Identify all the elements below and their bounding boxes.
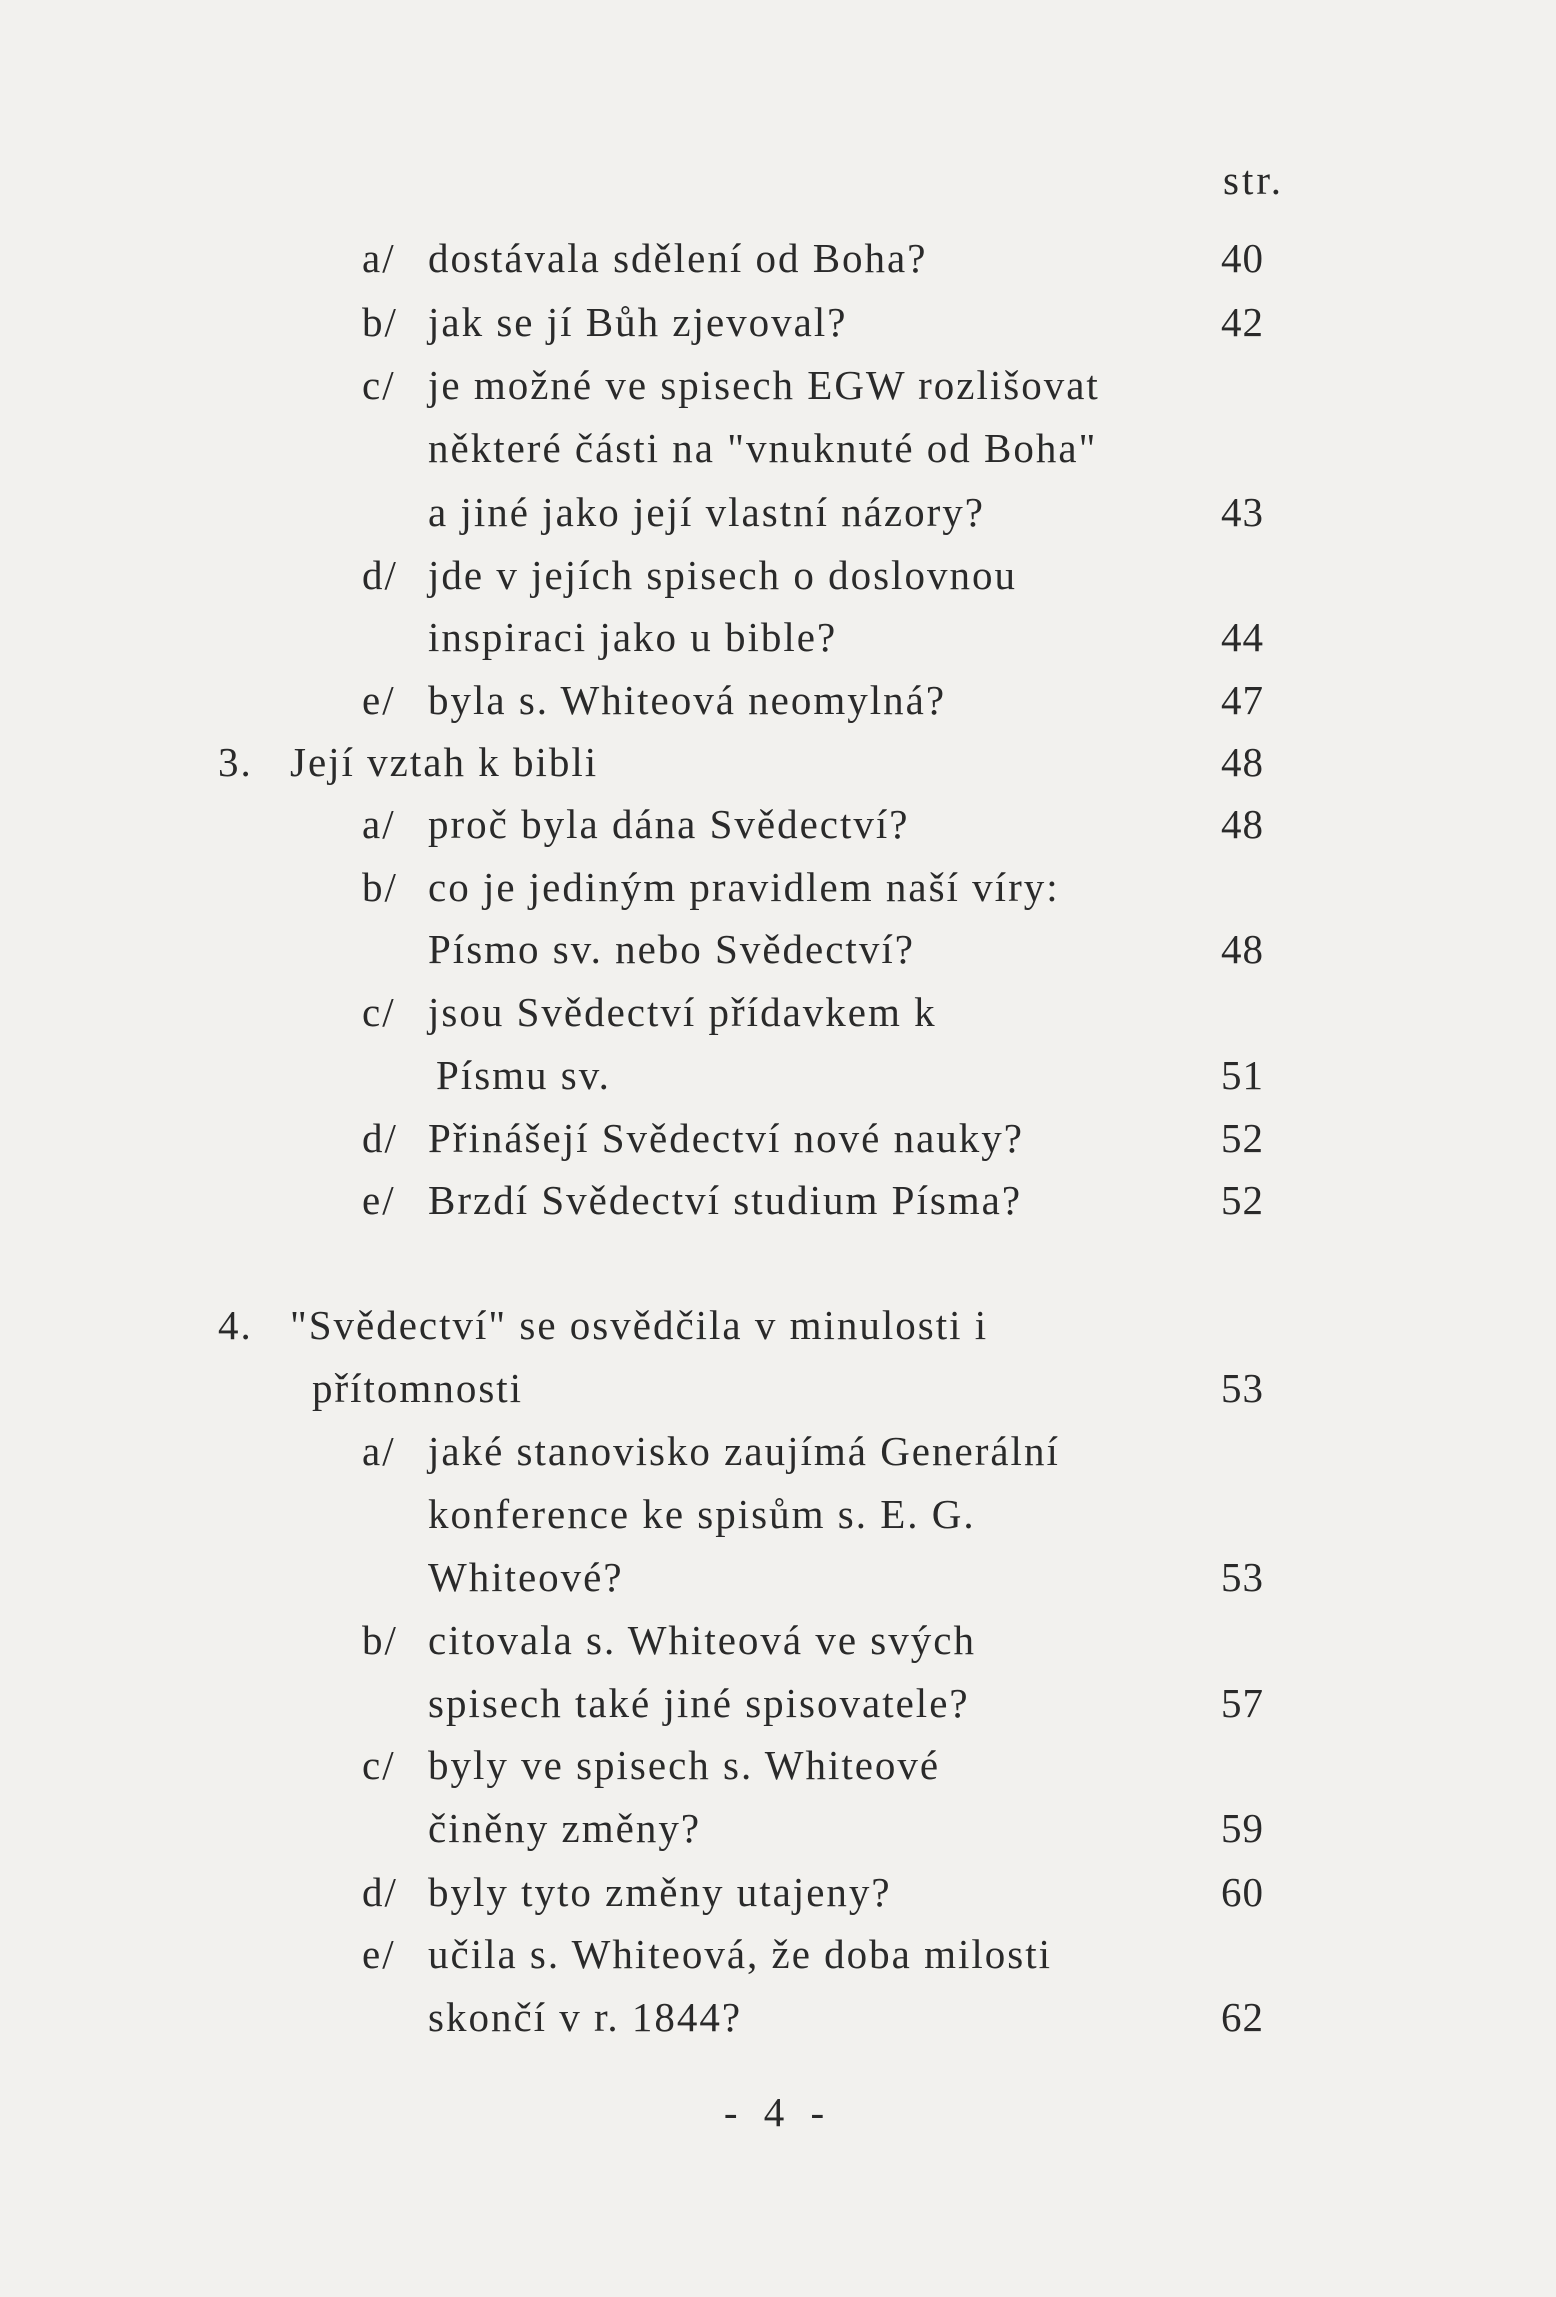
toc-entry-text: některé části na "vnuknuté od Boha" [428, 425, 1098, 471]
toc-entry-page-number: 52 [1221, 1177, 1264, 1223]
page-column-header: str. [1223, 157, 1284, 203]
toc-entry-marker: a/ [362, 1428, 396, 1474]
toc-entry-text: spisech také jiné spisovatele? [428, 1680, 970, 1726]
toc-entry-text: a jiné jako její vlastní názory? [428, 489, 985, 535]
toc-entry-marker: c/ [362, 989, 396, 1035]
toc-entry-text: Její vztah k bibli [290, 739, 599, 785]
toc-entry-marker: 3. [218, 739, 253, 785]
toc-entry-text: Písmo sv. nebo Svědectví? [428, 926, 915, 972]
toc-entry-text: byla s. Whiteová neomylná? [428, 677, 947, 723]
page-number-footer: - 4 - [723, 2089, 833, 2135]
toc-entry-marker: c/ [362, 362, 396, 408]
toc-entry-page-number: 47 [1221, 677, 1264, 723]
toc-entry-marker: 4. [218, 1302, 253, 1348]
toc-entry-text: co je jediným pravidlem naší víry: [428, 864, 1060, 910]
toc-entry-page-number: 52 [1221, 1115, 1264, 1161]
toc-entry-text: citovala s. Whiteová ve svých [428, 1617, 976, 1663]
toc-entry-marker: e/ [362, 1931, 396, 1977]
toc-entry-page-number: 62 [1221, 1994, 1264, 2040]
toc-entry-marker: d/ [362, 552, 398, 598]
toc-entry-text: skončí v r. 1844? [428, 1994, 743, 2040]
toc-entry-text: činěny změny? [428, 1805, 702, 1851]
toc-entry-text: jsou Svědectví přídavkem k [428, 989, 937, 1035]
toc-entry-text: byly tyto změny utajeny? [428, 1869, 892, 1915]
toc-entry-marker: e/ [362, 1177, 396, 1223]
toc-entry-text: jde v jejích spisech o doslovnou [428, 552, 1017, 598]
toc-entry-text: proč byla dána Svědectví? [428, 801, 910, 847]
toc-entry-page-number: 48 [1221, 926, 1264, 972]
toc-entry-page-number: 51 [1221, 1052, 1264, 1098]
toc-entry-page-number: 42 [1221, 299, 1264, 345]
toc-entry-text: jak se jí Bůh zjevoval? [428, 299, 848, 345]
toc-entry-text: přítomnosti [312, 1365, 524, 1411]
toc-entry-page-number: 60 [1221, 1869, 1264, 1915]
toc-entry-page-number: 57 [1221, 1680, 1264, 1726]
toc-entry-text: jaké stanovisko zaujímá Generální [428, 1428, 1060, 1474]
toc-entry-text: Brzdí Svědectví studium Písma? [428, 1177, 1023, 1223]
toc-entry-text: inspiraci jako u bible? [428, 614, 838, 660]
toc-entry-text: "Svědectví" se osvědčila v minulosti i [290, 1302, 989, 1348]
toc-entry-text: je možné ve spisech EGW rozlišovat [428, 362, 1100, 408]
toc-entry-marker: a/ [362, 801, 396, 847]
toc-entry-page-number: 48 [1221, 801, 1264, 847]
toc-entry-marker: d/ [362, 1115, 398, 1161]
toc-entry-page-number: 43 [1221, 489, 1264, 535]
toc-entry-marker: c/ [362, 1742, 396, 1788]
toc-entry-page-number: 53 [1221, 1365, 1264, 1411]
toc-entry-page-number: 53 [1221, 1554, 1264, 1600]
toc-entry-page-number: 59 [1221, 1805, 1264, 1851]
toc-entry-page-number: 40 [1221, 235, 1264, 281]
toc-entry-marker: a/ [362, 235, 396, 281]
toc-entry-marker: b/ [362, 864, 398, 910]
toc-entry-text: Písmu sv. [436, 1052, 611, 1098]
toc-entry-marker: b/ [362, 1617, 398, 1663]
toc-entry-text: Whiteové? [428, 1554, 624, 1600]
toc-entry-page-number: 44 [1221, 614, 1264, 660]
toc-entry-marker: b/ [362, 299, 398, 345]
toc-entry-marker: e/ [362, 677, 396, 723]
toc-entry-page-number: 48 [1221, 739, 1264, 785]
toc-entry-text: konference ke spisům s. E. G. [428, 1491, 976, 1537]
toc-entry-text: byly ve spisech s. Whiteové [428, 1742, 941, 1788]
toc-entry-marker: d/ [362, 1869, 398, 1915]
toc-entry-text: dostávala sdělení od Boha? [428, 235, 928, 281]
toc-entry-text: Přinášejí Svědectví nové nauky? [428, 1115, 1025, 1161]
toc-entry-text: učila s. Whiteová, že doba milosti [428, 1931, 1053, 1977]
